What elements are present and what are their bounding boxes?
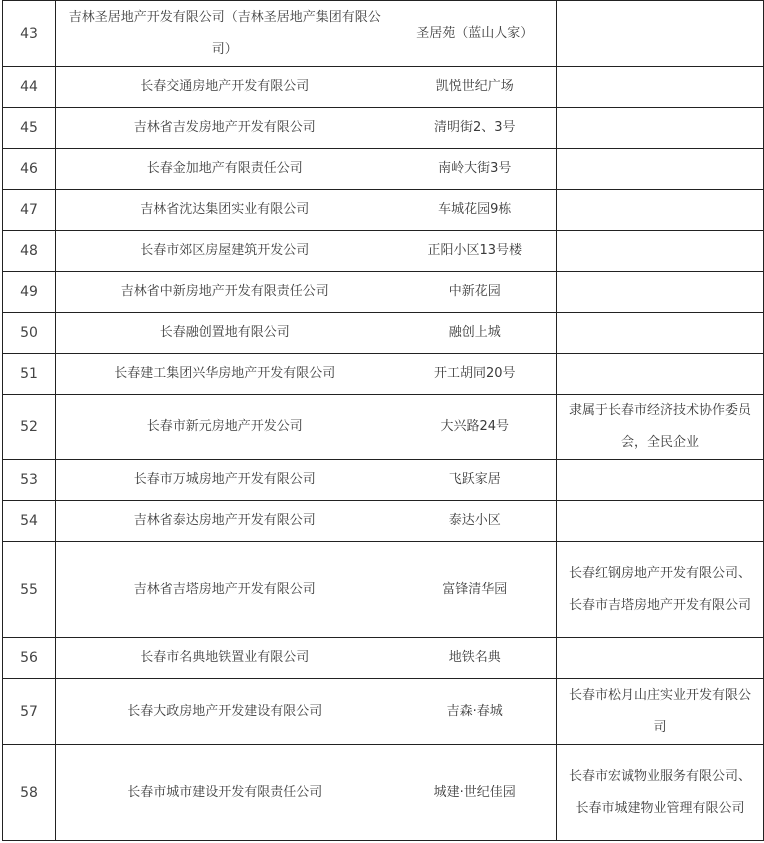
row-number: 57 [3,679,56,745]
company-name: 长春建工集团兴华房地产开发有限公司 [56,354,394,395]
table-row [3,460,764,501]
company-name: 吉林圣居地产开发有限公司（吉林圣居地产集团有限公司） [56,1,394,67]
table-row [3,313,764,354]
table-row [3,272,764,313]
remark: 长春红钢房地产开发有限公司、长春市吉塔房地产开发有限公司 [557,542,764,638]
project-name: 圣居苑（蓝山人家） [394,1,557,67]
row-number: 56 [3,638,56,679]
company-name: 长春市城市建设开发有限责任公司 [56,745,394,841]
row-number: 50 [3,313,56,354]
remark [557,108,764,149]
remark [557,638,764,679]
table-row [3,542,764,638]
company-name: 长春市郊区房屋建筑开发公司 [56,231,394,272]
table-row [3,638,764,679]
company-name: 吉林省沈达集团实业有限公司 [56,190,394,231]
row-number: 49 [3,272,56,313]
row-number: 48 [3,231,56,272]
row-number: 44 [3,67,56,108]
table-row [3,231,764,272]
table-row [3,108,764,149]
remark [557,149,764,190]
company-name: 吉林省吉发房地产开发有限公司 [56,108,394,149]
company-name: 长春市万城房地产开发有限公司 [56,460,394,501]
remark [557,231,764,272]
row-number: 58 [3,745,56,841]
project-name: 城建·世纪佳园 [394,745,557,841]
company-name: 吉林省吉塔房地产开发有限公司 [56,542,394,638]
project-name: 南岭大街3号 [394,149,557,190]
project-name: 中新花园 [394,272,557,313]
table-row [3,67,764,108]
table-row [3,190,764,231]
project-name: 正阳小区13号楼 [394,231,557,272]
remark [557,501,764,542]
row-number: 53 [3,460,56,501]
table-row [3,745,764,841]
company-name: 长春市新元房地产开发公司 [56,395,394,460]
table-row [3,1,764,67]
company-name: 吉林省中新房地产开发有限责任公司 [56,272,394,313]
remark [557,1,764,67]
table-row [3,354,764,395]
table-row [3,395,764,460]
remark [557,67,764,108]
row-number: 45 [3,108,56,149]
project-name: 融创上城 [394,313,557,354]
row-number: 54 [3,501,56,542]
project-name: 泰达小区 [394,501,557,542]
company-name: 长春市名典地铁置业有限公司 [56,638,394,679]
table-row [3,679,764,745]
remark: 隶属于长春市经济技术协作委员会，全民企业 [557,395,764,460]
row-number: 51 [3,354,56,395]
remark [557,190,764,231]
project-name: 凯悦世纪广场 [394,67,557,108]
project-name: 车城花园9栋 [394,190,557,231]
table-row [3,501,764,542]
row-number: 47 [3,190,56,231]
remark [557,354,764,395]
company-name: 吉林省泰达房地产开发有限公司 [56,501,394,542]
row-number: 55 [3,542,56,638]
project-name: 清明街2、3号 [394,108,557,149]
table-body [3,1,764,841]
company-name: 长春交通房地产开发有限公司 [56,67,394,108]
project-name: 地铁名典 [394,638,557,679]
table-row [3,149,764,190]
project-name: 吉森·春城 [394,679,557,745]
company-name: 长春融创置地有限公司 [56,313,394,354]
row-number: 52 [3,395,56,460]
remark [557,272,764,313]
company-name: 长春金加地产有限责任公司 [56,149,394,190]
remark: 长春市松月山庄实业开发有限公司 [557,679,764,745]
row-number: 46 [3,149,56,190]
project-name: 飞跃家居 [394,460,557,501]
housing-developer-table [2,0,764,841]
remark: 长春市宏诚物业服务有限公司、长春市城建物业管理有限公司 [557,745,764,841]
project-name: 富锋清华园 [394,542,557,638]
project-name: 开工胡同20号 [394,354,557,395]
remark [557,460,764,501]
project-name: 大兴路24号 [394,395,557,460]
company-name: 长春大政房地产开发建设有限公司 [56,679,394,745]
remark [557,313,764,354]
row-number: 43 [3,1,56,67]
